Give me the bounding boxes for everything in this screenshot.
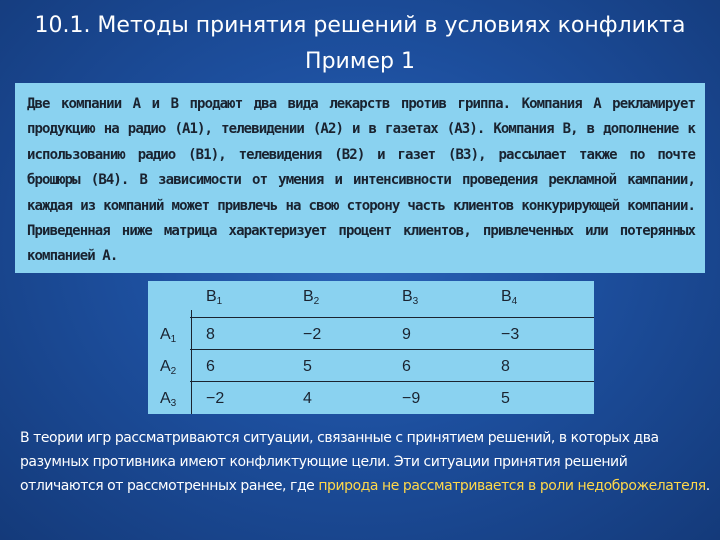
matrix-column-header: $B_4$ [501,288,518,307]
matrix-cell: −9 [402,390,421,407]
matrix-cell: −2 [206,390,225,407]
matrix-column-header: $B_1$ [206,288,223,307]
matrix-row-divider [190,381,594,382]
matrix-column-divider [191,310,192,414]
matrix-cell: 8 [501,358,510,375]
matrix-row-label: $A_1$ [160,326,177,345]
matrix-row-divider [190,349,594,350]
matrix-column-header: $B_2$ [303,288,320,307]
matrix-row-divider [190,317,594,318]
matrix-row-label: $A_3$ [160,390,177,409]
matrix-column-header: $B_3$ [402,288,419,307]
matrix-cell: 5 [303,358,312,375]
matrix-cell: 5 [501,390,510,407]
highlighted-phrase: природа не рассматривается в роли недоброжелателя [318,478,706,494]
page-title: 10.1. Методы принятия решений в условиях конфликта Пример 1 [34,13,686,74]
matrix-cell: 8 [206,326,215,343]
matrix-cell: 6 [402,358,411,375]
problem-statement-box [15,83,705,273]
payoff-matrix [148,281,594,414]
matrix-cell: −2 [303,326,322,343]
payoff-matrix-grid [148,281,594,414]
matrix-row-label: $A_2$ [160,358,177,377]
matrix-cell: 6 [206,358,215,375]
matrix-cell: 4 [303,390,312,407]
matrix-cell: −3 [501,326,520,343]
game-theory-paragraph [20,426,710,498]
paragraph-end: . [705,478,710,494]
paragraph-text: В теории игр рассматриваются ситуации, связанные с принятием решений, в которых два разумных противника имеют конфликтующие цели. Эти ситуации принятия решений отличаются от рассмотренных ранее, где [20,430,659,494]
matrix-cell: 9 [402,326,411,343]
problem-statement-text: Две компании А и В продают два вида лекарств против гриппа. Компания А рекламирует продукцию на радио (А1), телевидении (А2) и в газетах (А3). Компания В, в дополнение к использованию радио (В1), телевидения (В2) и газет (В3), рассылает также по почте брошюры (В4). В зависимости от умения и интенсивности проведения рекламной кампании, каждая из компаний может привлечь на свою сторону часть клиентов конкурирующей компании. Приведенная ниже матрица характеризует процент клиентов, привлеченных или потерянных компанией А. [27,96,695,265]
